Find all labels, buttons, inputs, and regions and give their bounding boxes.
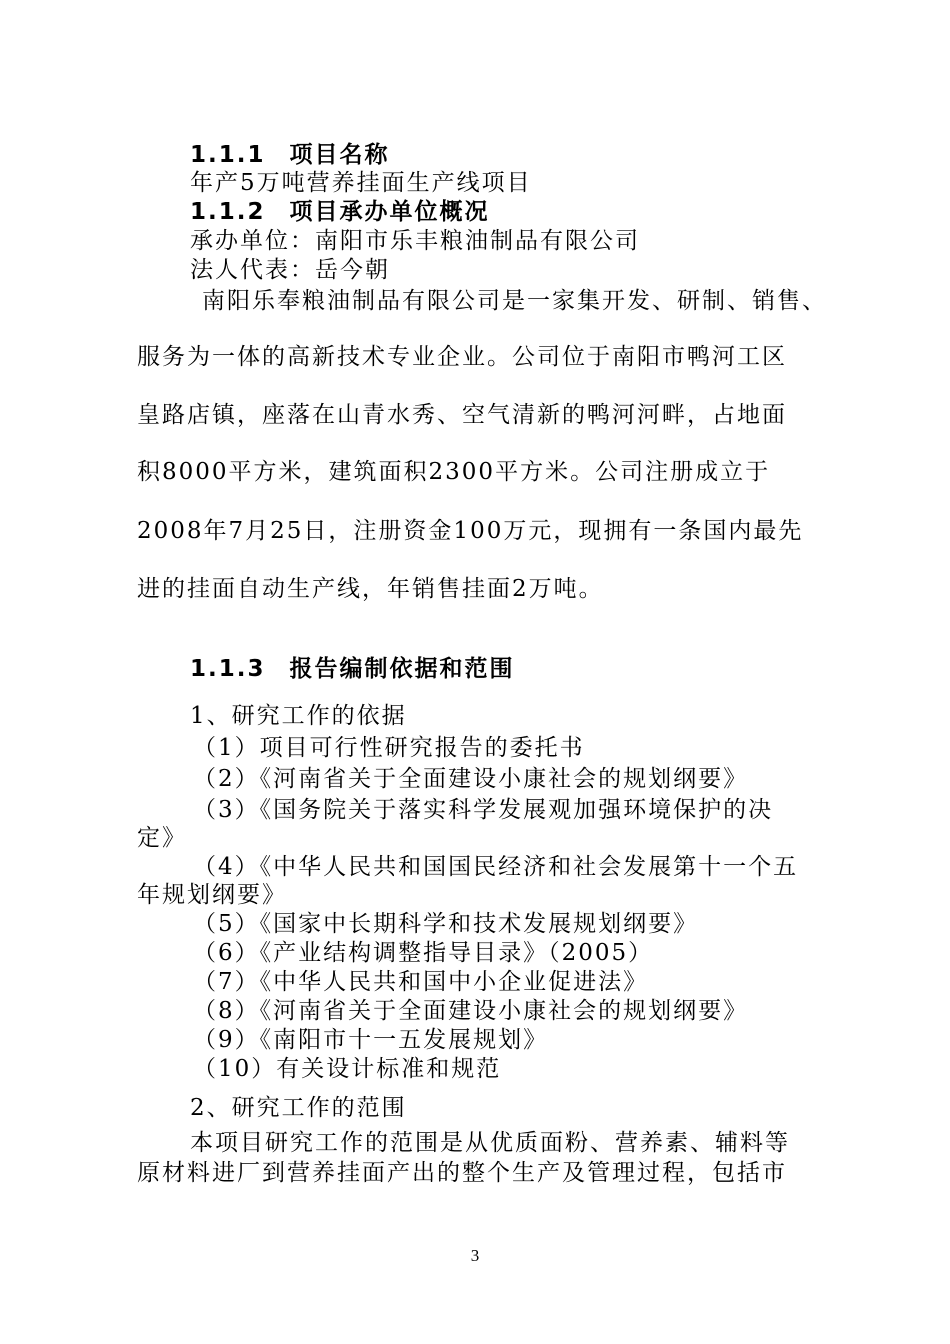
basis-item: （7）《中华人民共和国中小企业促进法》 [193, 969, 649, 995]
intro-line: 进的挂面自动生产线，年销售挂面2万吨。 [137, 576, 604, 602]
section-number: 1.1.1 [190, 142, 266, 168]
intro-line: 皇路店镇，座落在山青水秀、空气清新的鸭河河畔，占地面 [137, 402, 787, 428]
scope-heading: 2、研究工作的范围 [190, 1095, 407, 1121]
intro-line: 服务为一体的高新技术专业企业。公司位于南阳市鸭河工区 [137, 344, 787, 370]
scope-line: 原材料进厂到营养挂面产出的整个生产及管理过程，包括市 [137, 1160, 787, 1186]
basis-item: （8）《河南省关于全面建设小康社会的规划纲要》 [193, 998, 749, 1024]
project-name: 年产5万吨营养挂面生产线项目 [190, 170, 532, 196]
basis-heading: 1、研究工作的依据 [190, 703, 407, 729]
basis-item-continued: 定》 [137, 825, 187, 851]
legal-rep-line: 法人代表：岳今朝 [190, 257, 390, 283]
basis-item: （2）《河南省关于全面建设小康社会的规划纲要》 [193, 766, 749, 792]
section-number: 1.1.2 [190, 199, 266, 225]
basis-item: （1）项目可行性研究报告的委托书 [193, 735, 585, 761]
section-title: 项目名称 [289, 142, 390, 168]
basis-item-continued: 年规划纲要》 [137, 882, 287, 908]
basis-item: （5）《国家中长期科学和技术发展规划纲要》 [193, 911, 699, 937]
intro-line: 积8000平方米，建筑面积2300平方米。公司注册成立于 [137, 459, 771, 485]
basis-item: （6）《产业结构调整指导目录》（2005） [193, 940, 654, 966]
section-title: 报告编制依据和范围 [289, 656, 515, 682]
intro-line: 2008年7月25日，注册资金100万元，现拥有一条国内最先 [137, 518, 804, 544]
section-heading-1-1-2 [190, 197, 490, 227]
scope-line: 本项目研究工作的范围是从优质面粉、营养素、辅料等 [190, 1130, 790, 1156]
intro-line: 南阳乐奉粮油制品有限公司是一家集开发、研制、销售、 [202, 288, 827, 314]
section-heading-1-1-1 [190, 140, 390, 170]
basis-item: （4）《中华人民共和国国民经济和社会发展第十一个五 [193, 854, 799, 880]
section-number: 1.1.3 [190, 656, 266, 682]
basis-item: （3）《国务院关于落实科学发展观加强环境保护的决 [193, 797, 774, 823]
section-title: 项目承办单位概况 [289, 199, 490, 225]
basis-item: （10）有关设计标准和规范 [193, 1056, 502, 1082]
undertaker-line: 承办单位：南阳市乐丰粮油制品有限公司 [190, 228, 640, 254]
basis-item: （9）《南阳市十一五发展规划》 [193, 1027, 549, 1053]
page-number: 3 [470, 1246, 480, 1265]
section-heading-1-1-3 [190, 654, 515, 684]
